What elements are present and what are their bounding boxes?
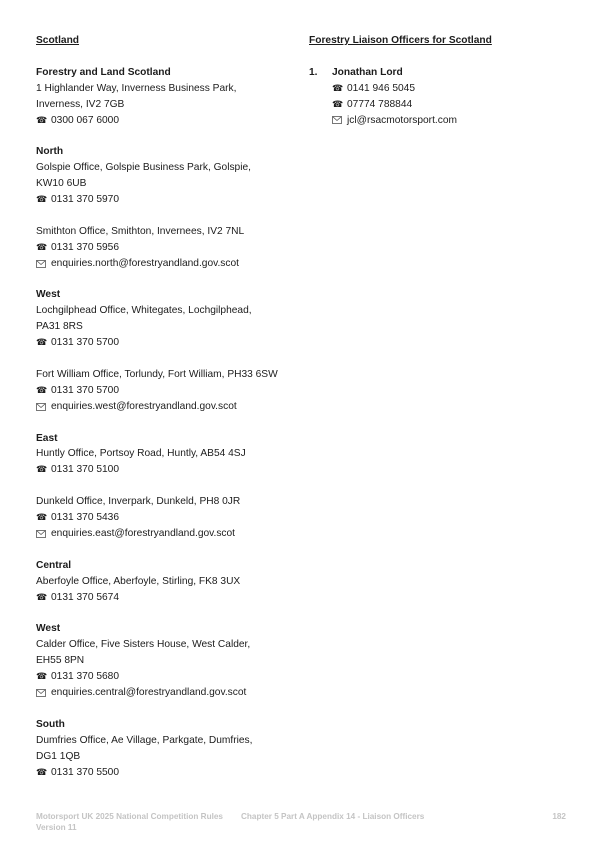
envelope-icon <box>36 260 46 268</box>
hq-address-line: Inverness, IV2 7GB <box>36 98 125 110</box>
scotland-contacts-column <box>36 33 296 780</box>
phone-number: 0131 370 5100 <box>51 464 119 476</box>
phone-icon: ☎ <box>36 671 48 682</box>
hq-phone <box>36 113 296 129</box>
office-address-line: Lochgilphead Office, Whitegates, Lochgilphead, <box>36 305 252 317</box>
office-address-line: KW10 6UB <box>36 178 87 190</box>
region-title-east: East <box>36 432 58 444</box>
office-email[interactable] <box>36 399 296 415</box>
envelope-icon <box>36 689 46 697</box>
phone-number: 0131 370 5970 <box>51 194 119 206</box>
office-address-line: Golspie Office, Golspie Business Park, Golspie, <box>36 162 251 174</box>
officer-name: Jonathan Lord <box>332 66 403 78</box>
office-address-line: EH55 8PN <box>36 655 85 667</box>
envelope-icon <box>36 530 46 538</box>
office-email[interactable] <box>36 526 296 542</box>
phone-icon: ☎ <box>332 82 344 93</box>
phone-number: 0131 370 5436 <box>51 512 119 524</box>
office-phone <box>36 192 296 208</box>
email-link[interactable]: enquiries.west@forestryandland.gov.scot <box>51 400 237 412</box>
phone-number: 0300 067 6000 <box>51 114 119 126</box>
officer-entry <box>309 65 569 81</box>
office-phone <box>36 510 296 526</box>
envelope-icon <box>332 116 342 124</box>
office-phone <box>36 590 296 606</box>
phone-icon: ☎ <box>36 512 48 523</box>
office-address-line: Calder Office, Five Sisters House, West Calder, <box>36 639 251 651</box>
phone-number: 0131 370 5500 <box>51 766 119 778</box>
region-title-west-calder: West <box>36 623 61 635</box>
envelope-icon <box>36 403 46 411</box>
email-link[interactable]: enquiries.north@forestryandland.gov.scot <box>51 257 239 269</box>
office-address-line: Fort William Office, Torlundy, Fort William, PH33 6SW <box>36 368 278 380</box>
office-address-line: Dunkeld Office, Inverpark, Dunkeld, PH8 0JR <box>36 496 241 508</box>
email-link[interactable]: enquiries.east@forestryandland.gov.scot <box>51 527 236 539</box>
office-address-line: Aberfoyle Office, Aberfoyle, Stirling, FK8 3UX <box>36 575 241 587</box>
officer-email[interactable] <box>309 113 569 129</box>
office-phone <box>36 765 296 781</box>
office-address-line: Huntly Office, Portsoy Road, Huntly, AB54 4SJ <box>36 448 246 460</box>
office-address-line: DG1 1QB <box>36 750 81 762</box>
office-phone <box>36 669 296 685</box>
phone-icon: ☎ <box>36 766 48 777</box>
hq-address-line: 1 Highlander Way, Inverness Business Park, <box>36 82 237 94</box>
page-number: 182 <box>552 812 566 821</box>
liaison-officers-heading: Forestry Liaison Officers for Scotland <box>309 35 492 46</box>
liaison-officers-column <box>309 33 569 128</box>
office-phone <box>36 335 296 351</box>
footer-rules-title: Motorsport UK 2025 National Competition Rules <box>36 812 223 821</box>
office-email[interactable] <box>36 685 296 701</box>
region-title-south: South <box>36 718 65 730</box>
phone-icon: ☎ <box>36 337 48 348</box>
phone-icon: ☎ <box>36 114 48 125</box>
phone-number: 0131 370 5674 <box>51 591 119 603</box>
office-email[interactable] <box>36 256 296 272</box>
phone-icon: ☎ <box>36 194 48 205</box>
phone-icon: ☎ <box>36 241 48 252</box>
phone-number: 0131 370 5956 <box>51 241 119 253</box>
office-address-line: Dumfries Office, Ae Village, Parkgate, Dumfries, <box>36 734 253 746</box>
phone-number: 0131 370 5700 <box>51 337 119 349</box>
region-title-west: West <box>36 289 61 301</box>
office-phone <box>36 462 296 478</box>
office-phone <box>36 240 296 256</box>
footer-document-title <box>36 811 223 833</box>
scotland-heading: Scotland <box>36 35 80 46</box>
office-address-line: Smithton Office, Smithton, Invernees, IV2 7NL <box>36 225 245 237</box>
phone-number: 0131 370 5680 <box>51 671 119 683</box>
list-number: 1. <box>309 66 318 78</box>
phone-icon: ☎ <box>36 591 48 602</box>
phone-number: 07774 788844 <box>347 98 413 110</box>
region-title-central: Central <box>36 559 72 571</box>
officer-mobile <box>309 97 569 113</box>
phone-number: 0141 946 5045 <box>347 82 415 94</box>
office-address-line: PA31 8RS <box>36 321 83 333</box>
footer-chapter: Chapter 5 Part A Appendix 14 - Liaison Officers <box>241 812 425 821</box>
footer-version: Version 11 <box>36 823 77 832</box>
phone-icon: ☎ <box>332 98 344 109</box>
email-link[interactable]: enquiries.central@forestryandland.gov.scot <box>51 687 247 699</box>
region-title-north: North <box>36 146 64 158</box>
office-phone <box>36 383 296 399</box>
email-link[interactable]: jcl@rsacmotorsport.com <box>347 114 457 126</box>
phone-icon: ☎ <box>36 384 48 395</box>
phone-number: 0131 370 5700 <box>51 384 119 396</box>
officer-phone <box>309 81 569 97</box>
phone-icon: ☎ <box>36 464 48 475</box>
hq-name: Forestry and Land Scotland <box>36 66 171 78</box>
